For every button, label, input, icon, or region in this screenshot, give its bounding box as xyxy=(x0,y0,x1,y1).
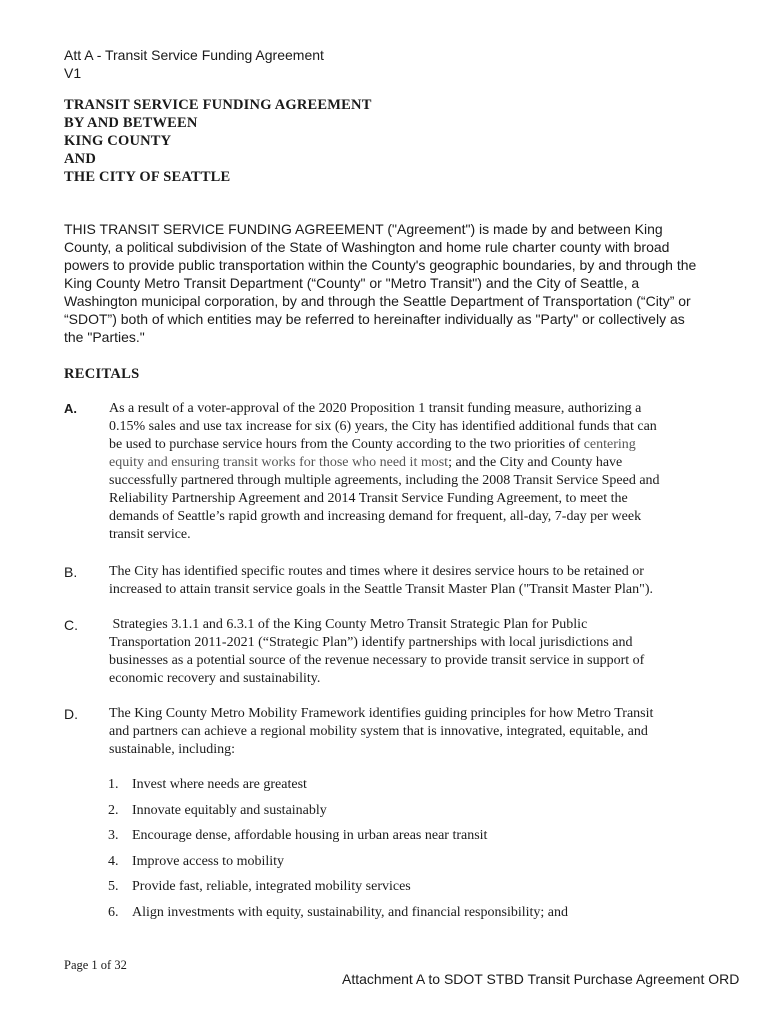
list-item-number: 2. xyxy=(108,802,119,818)
recital-text-line: The King County Metro Mobility Framework identifies guiding principles for how Metro Transit xyxy=(109,706,654,721)
title-line: KING COUNTY xyxy=(64,133,172,149)
recital-letter: D. xyxy=(64,706,78,722)
list-item xyxy=(108,827,487,845)
principles-list xyxy=(108,776,708,926)
recital-letter: C. xyxy=(64,617,78,633)
recital-text-line: Reliability Partnership Agreement and 2014 Transit Service Funding Agreement, to meet the xyxy=(109,491,628,506)
attachment-footer: Attachment A to SDOT STBD Transit Purchase Agreement ORD xyxy=(342,971,740,987)
list-item-text: Innovate equitably and sustainably xyxy=(132,802,327,818)
recital-letter: A. xyxy=(64,401,77,416)
list-item xyxy=(108,802,327,820)
recital-text-line: demands of Seattle’s rapid growth and increasing demand for frequent, all-day, 7-day per week xyxy=(109,509,642,524)
list-item xyxy=(108,878,411,896)
list-item xyxy=(108,853,284,871)
list-item-text: Provide fast, reliable, integrated mobility services xyxy=(132,879,411,894)
recital-text-line: businesses as a potential source of the revenue necessary to provide transit service in support of xyxy=(109,653,645,668)
intro-line: THIS TRANSIT SERVICE FUNDING AGREEMENT ("Agreement") is made by and between King xyxy=(64,221,663,237)
recital-d xyxy=(64,705,714,765)
list-item-number: 3. xyxy=(108,828,119,843)
recital-text-line: The City has identified specific routes and times where it desires service hours to be retained or xyxy=(109,564,644,579)
recital-text-line: Transportation 2011-2021 (“Strategic Plan”) identify partnerships with local jurisdictions and xyxy=(109,635,633,650)
intro-paragraph xyxy=(64,220,704,346)
intro-line: King County Metro Transit Department (“County" or "Metro Transit") and the City of Seattle, a xyxy=(64,275,640,291)
page-number: Page 1 of 32 xyxy=(64,958,127,972)
priority-text: centering xyxy=(583,437,636,452)
recital-c xyxy=(64,616,714,692)
header-version: V1 xyxy=(64,65,82,81)
recital-text-line: transit service. xyxy=(109,527,191,542)
intro-line: “SDOT”) both of which entities may be referred to hereinafter individually as "Party" or collectively as xyxy=(64,311,685,327)
list-item xyxy=(108,776,307,794)
list-item-number: 6. xyxy=(108,904,119,920)
intro-line: the "Parties." xyxy=(64,329,145,345)
intro-line: Washington municipal corporation, by and through the Seattle Department of Transportation (“City” or xyxy=(64,293,691,309)
recital-text-line: successfully partnered through multiple agreements, including the 2008 Transit Service Speed and xyxy=(109,473,660,488)
list-item-text: Align investments with equity, sustainability, and financial responsibility; and xyxy=(132,904,569,920)
intro-line: County, a political subdivision of the State of Washington and home rule charter county with broad xyxy=(64,239,670,255)
list-item-text: Invest where needs are greatest xyxy=(132,777,307,792)
title-line: TRANSIT SERVICE FUNDING AGREEMENT xyxy=(64,97,372,113)
title-line: THE CITY OF SEATTLE xyxy=(64,169,231,185)
recital-text-line: increased to attain transit service goals in the Seattle Transit Master Plan ("Transit Master Plan"). xyxy=(109,582,653,597)
list-item xyxy=(108,904,568,922)
title-line: AND xyxy=(64,151,97,167)
priority-text: equity and ensuring transit works for those who need it most xyxy=(109,455,449,470)
header-title: Att A - Transit Service Funding Agreement xyxy=(64,47,324,63)
recital-b xyxy=(64,563,714,603)
title-line: BY AND BETWEEN xyxy=(64,115,198,131)
recital-text-line: economic recovery and sustainability. xyxy=(109,671,321,686)
list-item-number: 4. xyxy=(108,853,119,869)
list-item-number: 1. xyxy=(108,777,119,792)
list-item-text: Encourage dense, affordable housing in urban areas near transit xyxy=(132,828,488,843)
recital-text-line: and partners can achieve a regional mobility system that is innovative, integrated, equitable, and xyxy=(109,724,648,739)
recitals-heading: RECITALS xyxy=(64,366,140,382)
recital-letter: B. xyxy=(64,564,78,580)
recital-text: be used to purchase service hours from the County according to the two priorities of xyxy=(109,437,584,452)
recital-text-line xyxy=(109,436,709,454)
recital-text-line xyxy=(109,454,709,472)
recital-text-line: 0.15% sales and use tax increase for six (6) years, the City has identified additional funds that can xyxy=(109,419,657,434)
recital-text: ; and the City and County have xyxy=(448,455,623,470)
recital-a xyxy=(64,400,714,550)
list-item-text: Improve access to mobility xyxy=(132,853,285,869)
list-item-number: 5. xyxy=(108,879,119,894)
recital-text-line: As a result of a voter-approval of the 2020 Proposition 1 transit funding measure, authorizing a xyxy=(109,401,642,416)
recital-text-line: sustainable, including: xyxy=(109,742,235,757)
agreement-title xyxy=(64,96,372,186)
recital-text-line: Strategies 3.1.1 and 6.3.1 of the King County Metro Transit Strategic Plan for Public xyxy=(109,617,588,632)
intro-line: powers to provide public transportation within the County's geographic boundaries, by and through the xyxy=(64,257,697,273)
